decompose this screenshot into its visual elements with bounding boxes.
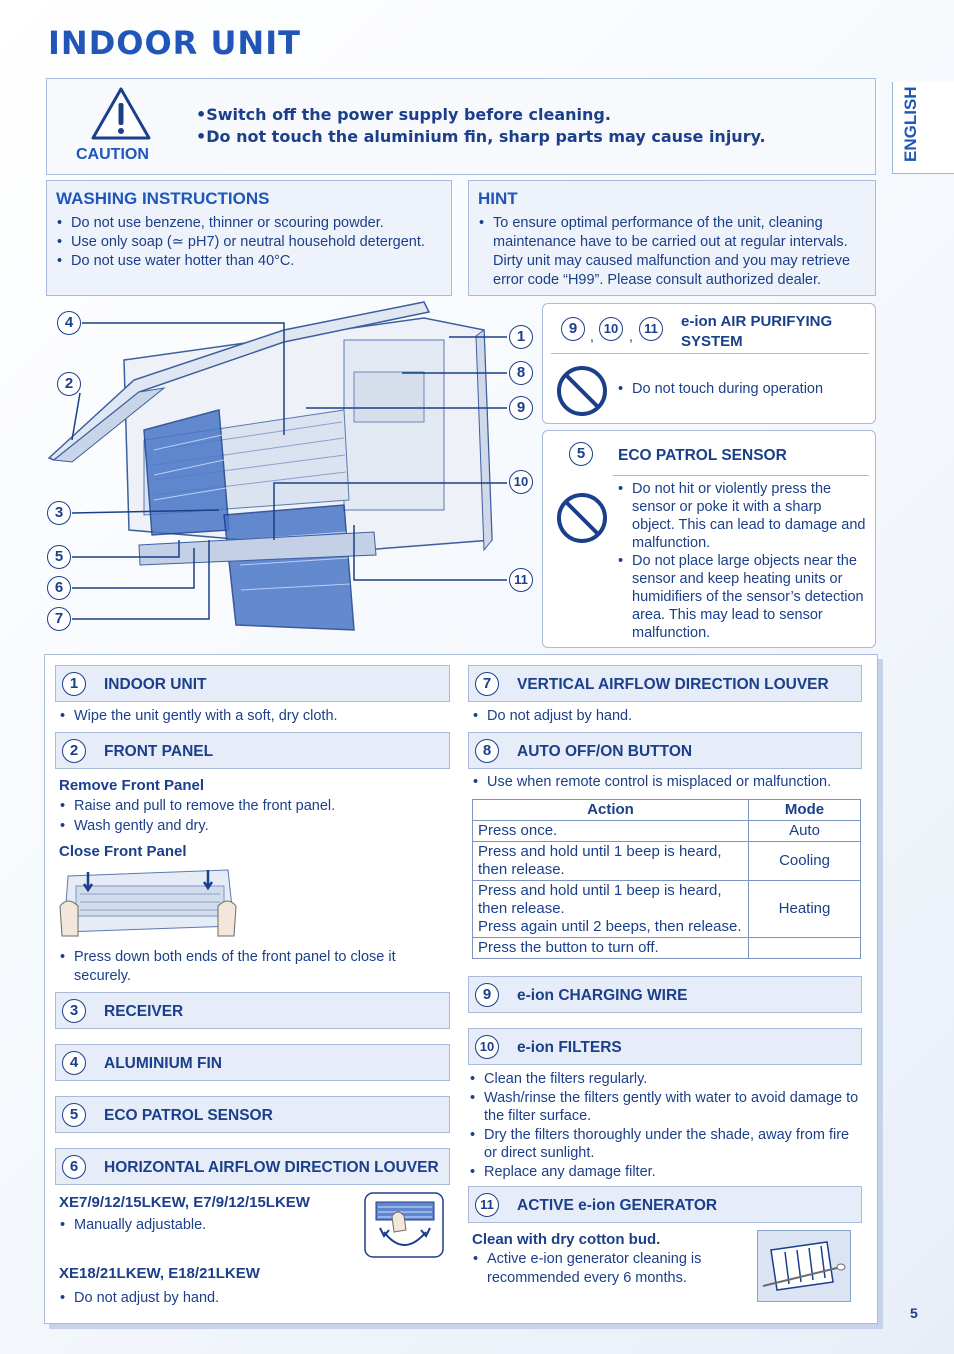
section-2-label: FRONT PANEL xyxy=(104,743,214,760)
section-5-header xyxy=(55,1096,450,1133)
table-cell: Cooling xyxy=(749,842,861,881)
num-8: 8 xyxy=(475,739,499,763)
list-item: • Wash gently and dry. xyxy=(58,816,448,836)
num-1: 1 xyxy=(62,672,86,696)
model-a-list xyxy=(58,1216,338,1235)
section-6-header xyxy=(55,1148,450,1185)
num-9: 9 xyxy=(475,983,499,1007)
prohibition-icon xyxy=(555,364,609,418)
table-cell: Auto xyxy=(749,821,861,842)
section-3-header xyxy=(55,992,450,1029)
section-11-list xyxy=(471,1250,731,1287)
callout-2: 2 xyxy=(57,372,81,396)
table-row xyxy=(473,938,861,959)
num-6: 6 xyxy=(62,1155,86,1179)
list-item: • Do not touch during operation xyxy=(616,380,866,399)
num-11: 11 xyxy=(639,317,663,341)
close-panel-illustration xyxy=(58,866,238,942)
cell-line: Press again until 2 beeps, then release. xyxy=(478,918,742,935)
eco-card-title: ECO PATROL SENSOR xyxy=(618,447,787,464)
section-11-header xyxy=(468,1186,862,1223)
list-item: • Do not adjust by hand. xyxy=(471,707,861,726)
table-cell: Press and hold until 1 beep is heard, then release. xyxy=(473,842,749,881)
list-item: • Press down both ends of the front panel to close it securely. xyxy=(58,948,418,986)
remove-panel-list xyxy=(58,796,448,836)
table-row xyxy=(473,800,861,821)
warning-triangle-icon xyxy=(90,86,152,142)
list-item: • Do not adjust by hand. xyxy=(58,1289,338,1308)
language-tab-label: ENGLISH xyxy=(901,86,920,162)
remove-panel-title: Remove Front Panel xyxy=(59,777,205,794)
section-10-label: e-ion FILTERS xyxy=(517,1039,622,1056)
num-9: 9 xyxy=(561,317,585,341)
table-cell: Heating xyxy=(749,881,861,938)
section-9-header xyxy=(468,976,862,1013)
washing-title: WASHING INSTRUCTIONS xyxy=(56,189,270,208)
num-4: 4 xyxy=(62,1051,86,1075)
list-item: • Use only soap (≃ pH7) or neutral household detergent. xyxy=(55,233,447,252)
list-item: • Dry the filters thoroughly under the shade, away from fire or direct sunlight. xyxy=(468,1126,860,1163)
column-header-mode: Mode xyxy=(749,800,861,821)
callout-8: 8 xyxy=(509,361,533,385)
callout-11: 11 xyxy=(509,568,533,592)
eco-card-list xyxy=(616,480,866,642)
page-number: 5 xyxy=(910,1305,918,1321)
cell-line: Press and hold until 1 beep is heard, then release. xyxy=(478,882,722,917)
table-cell: Press the button to turn off. xyxy=(473,938,749,959)
section-11-label: ACTIVE e-ion GENERATOR xyxy=(517,1197,718,1214)
num-11: 11 xyxy=(475,1193,499,1217)
callout-5: 5 xyxy=(47,545,71,569)
hint-list xyxy=(477,214,869,290)
model-a-title: XE7/9/12/15LKEW, E7/9/12/15LKEW xyxy=(59,1194,310,1211)
callout-7: 7 xyxy=(47,607,71,631)
section-6-label: HORIZONTAL AIRFLOW DIRECTION LOUVER xyxy=(104,1159,439,1176)
list-item: • Use when remote control is misplaced or malfunction. xyxy=(471,773,861,792)
eion-card-list xyxy=(616,380,866,399)
list-item: • Clean the filters regularly. xyxy=(468,1070,860,1089)
table-cell xyxy=(473,881,749,938)
section-2-header xyxy=(55,732,450,769)
num-2: 2 xyxy=(62,739,86,763)
section-9-label: e-ion CHARGING WIRE xyxy=(517,987,688,1004)
prohibition-icon xyxy=(555,491,609,545)
section-1-header xyxy=(55,665,450,702)
hint-box xyxy=(468,180,876,296)
list-item: • Do not place large objects near the sensor and keep heating units or humidifiers of the sensor’s detection area. This may lead to sensor malfunction. xyxy=(616,552,866,642)
num-10: 10 xyxy=(599,317,623,341)
list-item: • Wipe the unit gently with a soft, dry cloth. xyxy=(58,707,448,726)
eion-generator-illustration xyxy=(757,1230,851,1302)
separator: , xyxy=(629,328,633,344)
washing-instructions-box xyxy=(46,180,452,296)
list-item: • Replace any damage filter. xyxy=(468,1163,860,1182)
caution-text xyxy=(196,104,766,148)
section-11-subtitle: Clean with dry cotton bud. xyxy=(472,1231,661,1248)
list-item: • To ensure optimal performance of the unit, cleaning maintenance have to be carried out at regular intervals. Dirty unit may caused malfunction and you may retrieve error code “H99”. Please consult authorized dealer. xyxy=(477,214,869,290)
section-7-list xyxy=(471,707,861,726)
section-8-header xyxy=(468,732,862,769)
eion-card-title: e-ion AIR PURIFYING SYSTEM xyxy=(681,313,833,350)
list-item: • Do not hit or violently press the sensor or poke it with a sharp object. This can lead to damage and malfunction. xyxy=(616,480,866,552)
list-item: • Manually adjustable. xyxy=(58,1216,338,1235)
callout-4: 4 xyxy=(57,311,81,335)
callout-1: 1 xyxy=(509,325,533,349)
section-8-label: AUTO OFF/ON BUTTON xyxy=(517,743,693,760)
list-item: • Do not use benzene, thinner or scouring powder. xyxy=(55,214,447,233)
eion-purifying-card xyxy=(542,303,876,424)
num-3: 3 xyxy=(62,999,86,1023)
section-7-header xyxy=(468,665,862,702)
washing-list xyxy=(55,214,447,271)
section-5-label: ECO PATROL SENSOR xyxy=(104,1107,273,1124)
table-row xyxy=(473,881,861,938)
callout-10: 10 xyxy=(509,470,533,494)
num-5: 5 xyxy=(62,1103,86,1127)
section-1-list xyxy=(58,707,448,726)
page-title: INDOOR UNIT xyxy=(48,24,301,62)
section-10-list xyxy=(468,1070,860,1181)
model-b-title: XE18/21LKEW, E18/21LKEW xyxy=(59,1265,260,1282)
section-3-label: RECEIVER xyxy=(104,1003,184,1020)
section-8-list xyxy=(471,773,861,792)
separator: , xyxy=(590,328,594,344)
section-4-label: ALUMINIUM FIN xyxy=(104,1055,222,1072)
list-item: • Wash/rinse the filters gently with water to avoid damage to the filter surface. xyxy=(468,1089,860,1126)
num-10: 10 xyxy=(475,1035,499,1059)
close-panel-title: Close Front Panel xyxy=(59,843,187,860)
callout-6: 6 xyxy=(47,576,71,600)
table-row xyxy=(473,842,861,881)
language-tab xyxy=(892,82,954,174)
close-panel-list xyxy=(58,948,418,986)
section-7-label: VERTICAL AIRFLOW DIRECTION LOUVER xyxy=(517,676,829,693)
table-cell xyxy=(749,938,861,959)
caution-line: •Switch off the power supply before cleaning. xyxy=(196,105,611,124)
list-item: • Raise and pull to remove the front panel. xyxy=(58,796,448,816)
table-cell: Press once. xyxy=(473,821,749,842)
table-row xyxy=(473,821,861,842)
model-b-list xyxy=(58,1289,338,1308)
eco-patrol-sensor-card xyxy=(542,430,876,648)
louver-adjust-illustration xyxy=(364,1192,444,1258)
caution-label: CAUTION xyxy=(76,146,149,163)
callout-9: 9 xyxy=(509,396,533,420)
num-7: 7 xyxy=(475,672,499,696)
auto-button-mode-table xyxy=(472,799,861,959)
section-10-header xyxy=(468,1028,862,1065)
list-item: • Active e-ion generator cleaning is recommended every 6 months. xyxy=(471,1250,731,1287)
hint-title: HINT xyxy=(478,189,518,208)
list-item: • Do not use water hotter than 40°C. xyxy=(55,252,447,271)
section-1-label: INDOOR UNIT xyxy=(104,676,207,693)
caution-line: •Do not touch the aluminium fin, sharp parts may cause injury. xyxy=(196,127,766,146)
num-5: 5 xyxy=(569,442,593,466)
callout-3: 3 xyxy=(47,501,71,525)
column-header-action: Action xyxy=(473,800,749,821)
indoor-unit-diagram xyxy=(44,300,538,640)
section-4-header xyxy=(55,1044,450,1081)
